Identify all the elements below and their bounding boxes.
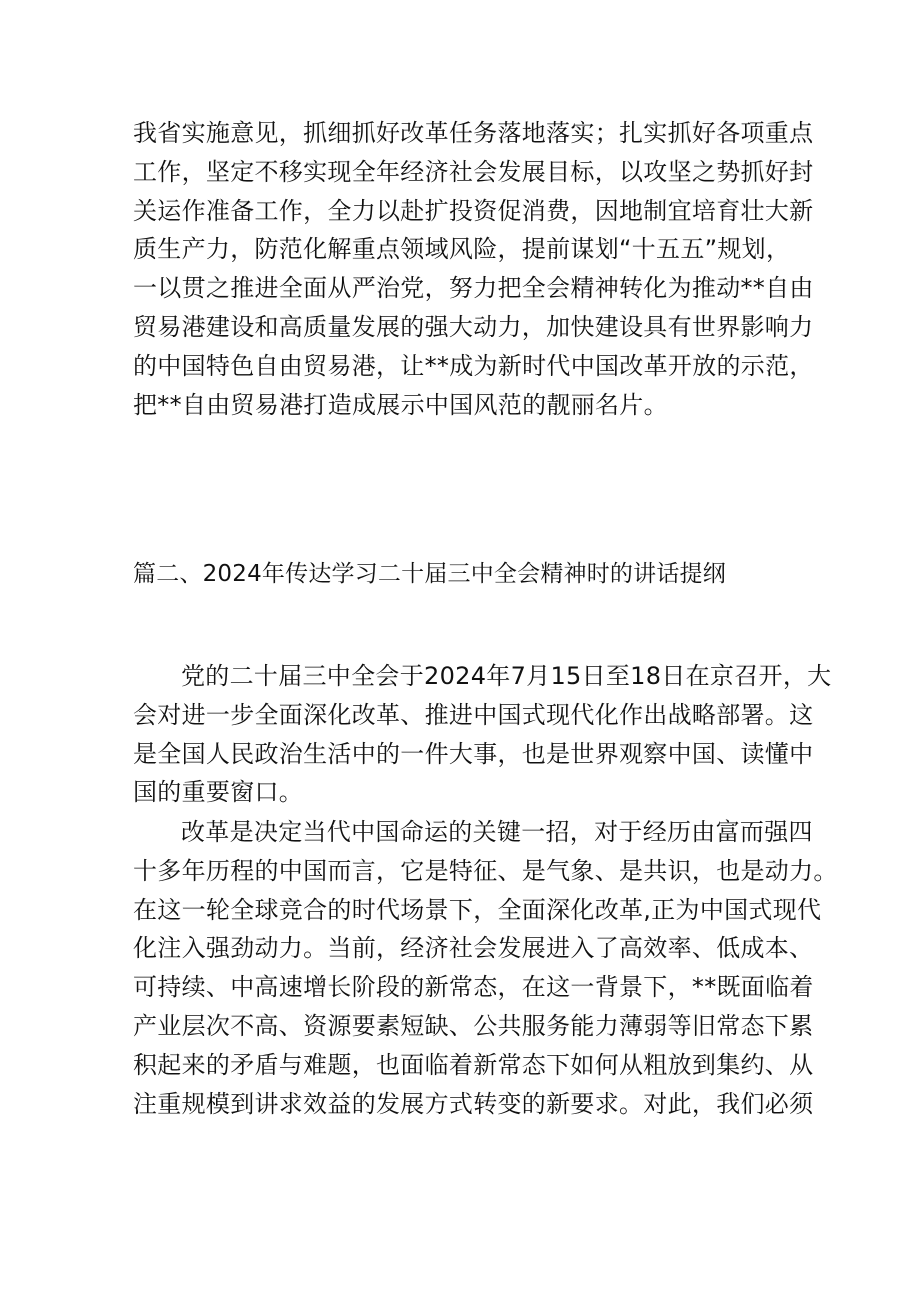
text-line: 是全国人民政治生活中的一件大事，也是世界观察中国、读懂中: [133, 739, 814, 768]
paragraph-intro: [133, 657, 832, 812]
text-line: 把**自由贸易港打造成展示中国风范的靓丽名片。: [133, 390, 668, 419]
text-line: 可持续、中高速增长阶段的新常态，在这一背景下，**既面临着: [133, 973, 814, 1002]
text-line: 的中国特色自由贸易港，让**成为新时代中国改革开放的示范，: [133, 351, 814, 380]
text-line: 我省实施意见，抓细抓好改革任务落地落实；扎实抓好各项重点: [133, 119, 814, 147]
text-line: 积起来的矛盾与难题，也面临着新常态下如何从粗放到集约、从: [133, 1050, 814, 1079]
section-heading: 篇二、2024年传达学习二十届三中全会精神时的讲话提纲: [133, 561, 726, 587]
text-line: 国的重要窗口。: [133, 778, 304, 807]
text-line: 贸易港建设和高质量发展的强大动力，加快建设具有世界影响力: [133, 312, 814, 341]
text-line: 注重规模到讲求效益的发展方式转变的新要求。对此，我们必须: [133, 1089, 814, 1118]
text-line: 产业层次不高、资源要素短缺、公共服务能力薄弱等旧常态下累: [133, 1011, 814, 1040]
text-line: 十多年历程的中国而言，它是特征、是气象、是共识，也是动力。: [133, 856, 838, 885]
text-line: 党的二十届三中全会于2024年7月15日至18日在京召开，大: [181, 662, 832, 690]
paragraph-continuation: [133, 114, 814, 424]
text-line: 关运作准备工作，全力以赴扩投资促消费，因地制宜培育壮大新: [133, 196, 814, 225]
text-line: 一以贯之推进全面从严治党，努力把全会精神转化为推动**自由: [133, 274, 814, 303]
paragraph-reform: [133, 813, 838, 1123]
text-line: 改革是决定当代中国命运的关键一招，对于经历由富而强四: [181, 818, 813, 846]
text-line: 会对进一步全面深化改革、推进中国式现代化作出战略部署。这: [133, 700, 814, 729]
text-line: 化注入强劲动力。当前，经济社会发展进入了高效率、低成本、: [133, 934, 814, 963]
text-line: 质生产力，防范化解重点领域风险，提前谋划“十五五”规划，: [133, 235, 791, 264]
text-line: 工作，坚定不移实现全年经济社会发展目标，以攻坚之势抓好封: [133, 157, 814, 186]
text-line: 在这一轮全球竞合的时代场景下，全面深化改革,正为中国式现代: [133, 895, 822, 924]
